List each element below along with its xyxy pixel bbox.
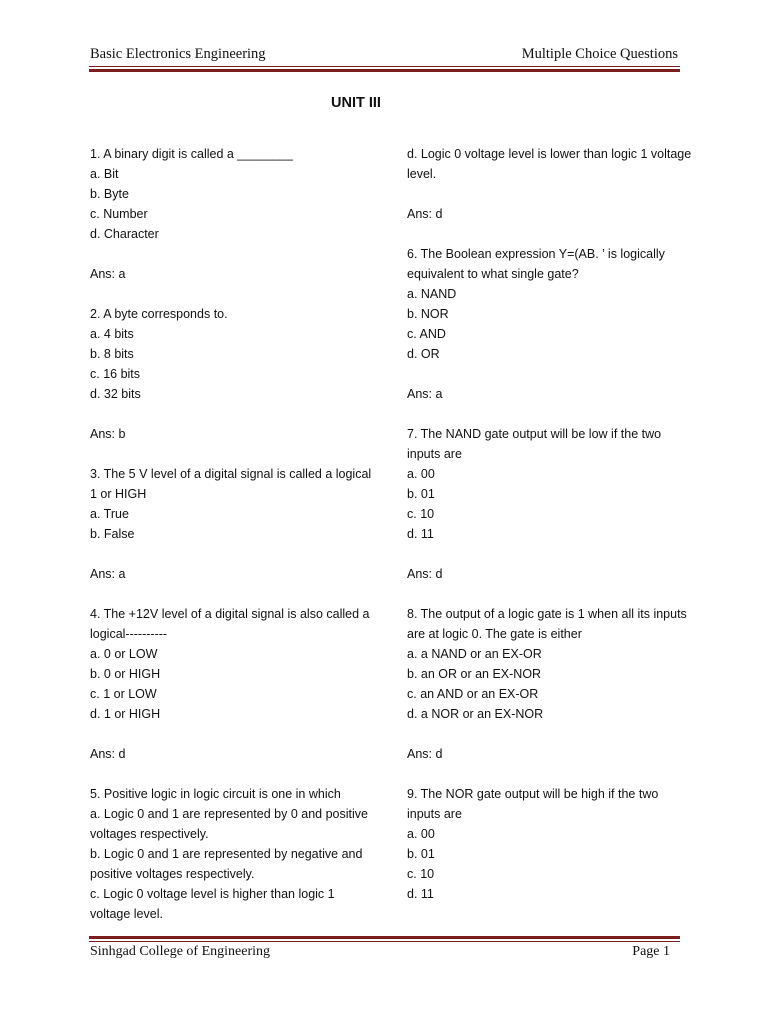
answer-option: a. a NAND or an EX-OR [407,647,542,661]
answer-key: Ans: b [90,427,126,441]
question-text: 3. The 5 V level of a digital signal is called a logical 1 or HIGH [90,467,372,501]
answer-option: a. NAND [407,287,457,301]
footer-rule-thin [89,941,680,942]
answer-key: Ans: d [407,747,443,761]
answer-option: a. True [90,507,129,521]
question-text: 4. The +12V level of a digital signal is also called a logical---------- [90,607,370,641]
answer-option: b. 8 bits [90,347,134,361]
header-rule-thin [89,66,680,67]
page-footer [90,944,670,960]
answer-option: d. Logic 0 voltage level is lower than logic 1 voltage level. [407,147,692,181]
answer-option: d. 11 [407,527,434,541]
answer-option: c. 1 or LOW [90,687,157,701]
question-text: 2. A byte corresponds to. [90,307,228,321]
question-block [407,424,692,584]
answer-option: b. 01 [407,487,435,501]
question-block [90,144,375,284]
answer-option: b. 01 [407,847,435,861]
answer-option: b. Logic 0 and 1 are represented by negative and positive voltages respectively. [90,847,363,881]
answer-option: b. an OR or an EX-NOR [407,667,542,681]
answer-option: a. 00 [407,467,435,481]
question-text: 5. Positive logic in logic circuit is one in which [90,787,341,801]
answer-key: Ans: d [407,567,443,581]
answer-option: d. a NOR or an EX-NOR [407,707,544,721]
answer-option: c. Number [90,207,148,221]
unit-title: UNIT III [331,95,381,111]
question-block [90,784,375,924]
answer-option: b. Byte [90,187,129,201]
question-block [407,784,692,904]
answer-key: Ans: a [90,267,126,281]
question-block [407,244,692,404]
answer-key: Ans: d [407,207,443,221]
page-number: Page 1 [632,944,670,959]
answer-option: b. 0 or HIGH [90,667,161,681]
question-text: 1. A binary digit is called a ________ [90,147,293,161]
answer-option: c. AND [407,327,446,341]
question-block [90,304,375,444]
answer-option: a. 00 [407,827,435,841]
answer-option: d. 11 [407,887,434,901]
answer-option: c. an AND or an EX-OR [407,687,539,701]
question-text: 7. The NAND gate output will be low if the two inputs are [407,427,662,461]
answer-key: Ans: a [90,567,126,581]
right-column [407,144,692,924]
answer-option: c. 10 [407,507,435,521]
answer-option: b. NOR [407,307,449,321]
answer-option: c. Logic 0 voltage level is higher than logic 1 voltage level. [90,887,335,921]
question-block [407,144,692,224]
answer-option: d. 1 or HIGH [90,707,161,721]
header-rule-thick [89,69,680,72]
question-block [407,604,692,764]
left-column [90,144,375,944]
question-text: 6. The Boolean expression Y=(AB. ’ is logically equivalent to what single gate? [407,247,665,281]
answer-option: a. 4 bits [90,327,134,341]
answer-option: a. Bit [90,167,119,181]
header-title: Basic Electronics Engineering [90,46,266,62]
answer-option: a. 0 or LOW [90,647,158,661]
question-block [90,604,375,764]
answer-option: a. Logic 0 and 1 are represented by 0 and positive voltages respectively. [90,807,368,841]
page-header [90,46,678,63]
header-subtitle: Multiple Choice Questions [521,46,678,62]
answer-key: Ans: a [407,387,443,401]
answer-option: d. Character [90,227,159,241]
answer-option: d. OR [407,347,440,361]
answer-option: c. 10 [407,867,435,881]
footer-college: Sinhgad College of Engineering [90,944,271,959]
answer-key: Ans: d [90,747,126,761]
footer-rule-thick [89,936,680,939]
answer-option: b. False [90,527,135,541]
answer-option: c. 16 bits [90,367,141,381]
question-text: 9. The NOR gate output will be high if the two inputs are [407,787,659,821]
answer-option: d. 32 bits [90,387,141,401]
question-text: 8. The output of a logic gate is 1 when all its inputs are at logic 0. The gate is either [407,607,687,641]
question-block [90,464,375,584]
